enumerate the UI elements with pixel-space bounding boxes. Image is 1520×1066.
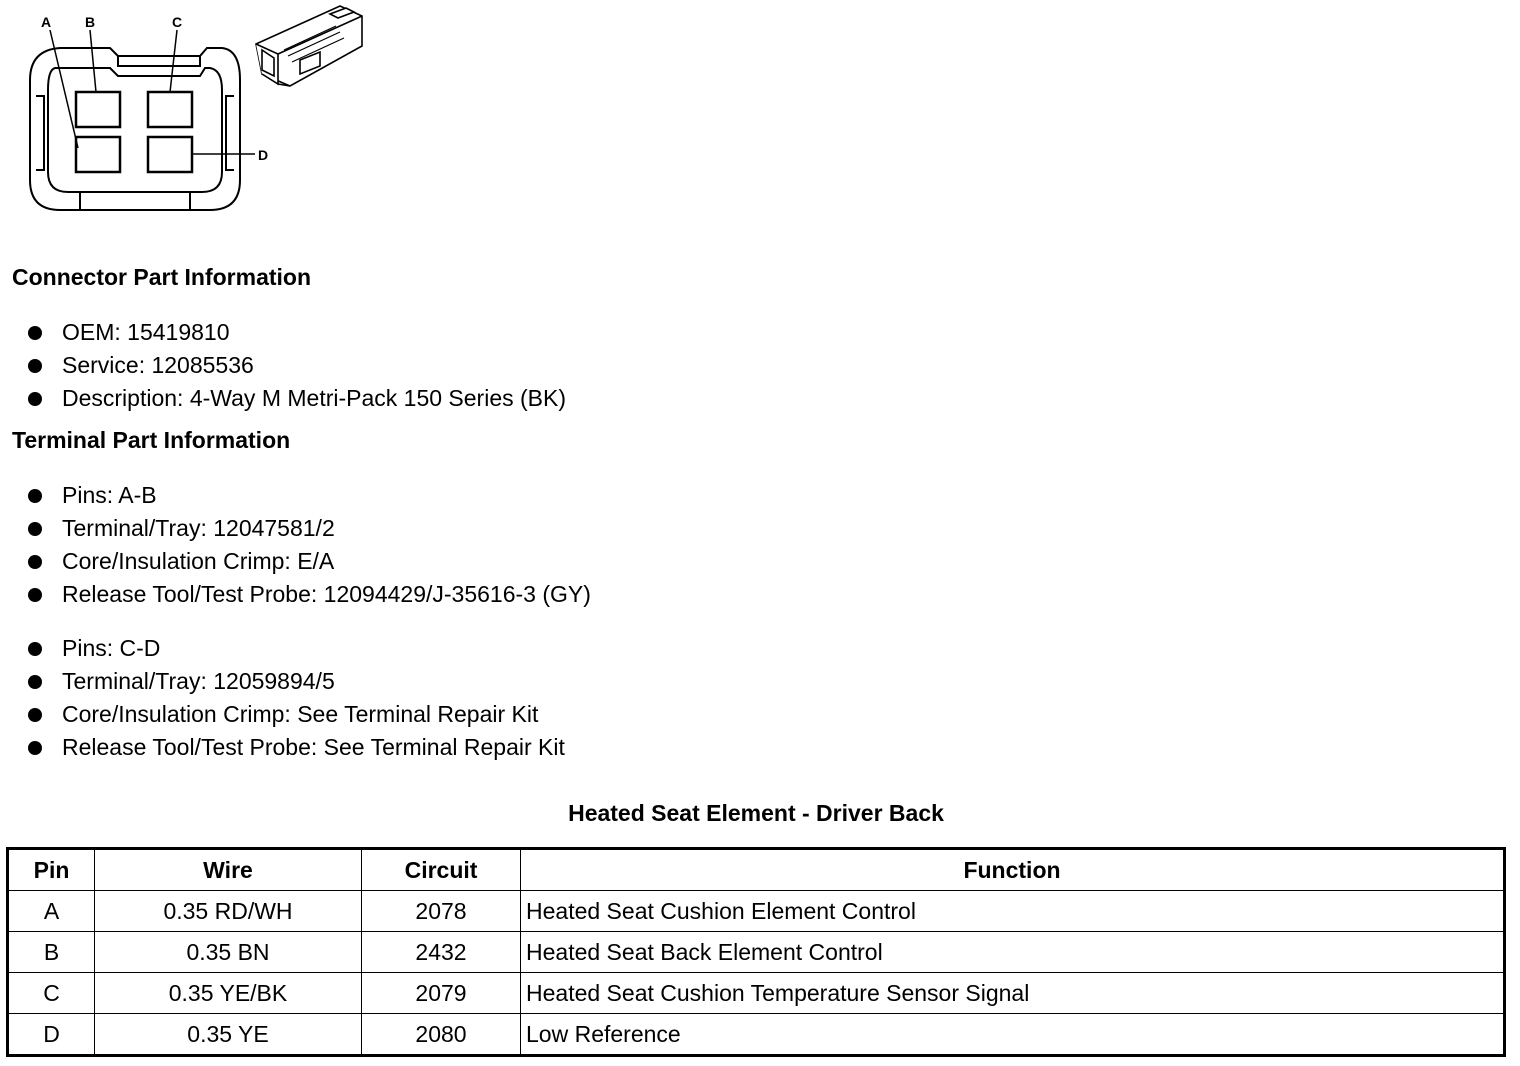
bullet-icon xyxy=(28,708,42,722)
header-wire: Wire xyxy=(95,849,362,891)
list-item: Core/Insulation Crimp: E/A xyxy=(28,545,591,578)
list-item: Description: 4-Way M Metri-Pack 150 Series (BK) xyxy=(28,382,566,415)
cavity-a xyxy=(76,137,120,172)
list-item: Pins: A-B xyxy=(28,479,591,512)
cell-circuit: 2080 xyxy=(362,1014,521,1056)
bullet-icon xyxy=(28,588,42,602)
terminal-group-1-list xyxy=(28,479,591,611)
list-item: Pins: C-D xyxy=(28,632,565,665)
bullet-icon xyxy=(28,642,42,656)
table-title: Heated Seat Element - Driver Back xyxy=(568,800,944,826)
connector-isometric-icon xyxy=(256,6,362,86)
connector-part-info-list xyxy=(28,316,566,415)
connector-diagram xyxy=(0,0,380,230)
list-item: Core/Insulation Crimp: See Terminal Repair Kit xyxy=(28,698,565,731)
cavity-d xyxy=(148,137,192,172)
cell-wire: 0.35 RD/WH xyxy=(95,891,362,932)
pin-label-a: A xyxy=(41,14,52,30)
cell-pin: C xyxy=(8,973,95,1014)
table-header-row xyxy=(8,849,1505,891)
pin-label-c: C xyxy=(172,14,183,30)
cell-wire: 0.35 YE xyxy=(95,1014,362,1056)
cell-function: Low Reference xyxy=(521,1014,1505,1056)
cell-pin: A xyxy=(8,891,95,932)
header-circuit: Circuit xyxy=(362,849,521,891)
list-item: Terminal/Tray: 12059894/5 xyxy=(28,665,565,698)
cell-circuit: 2078 xyxy=(362,891,521,932)
list-item: OEM: 15419810 xyxy=(28,316,566,349)
bullet-icon xyxy=(28,359,42,373)
terminal-group-2-list xyxy=(28,632,565,764)
list-item: Terminal/Tray: 12047581/2 xyxy=(28,512,591,545)
connector-outer-housing xyxy=(30,48,240,210)
cell-pin: B xyxy=(8,932,95,973)
bullet-icon xyxy=(28,555,42,569)
cell-function: Heated Seat Cushion Temperature Sensor Signal xyxy=(521,973,1505,1014)
table-row xyxy=(8,932,1505,973)
table-row xyxy=(8,973,1505,1014)
cavity-c xyxy=(148,92,192,127)
list-item: Release Tool/Test Probe: 12094429/J-35616-3 (GY) xyxy=(28,578,591,611)
pin-label-d: D xyxy=(258,147,269,163)
cell-pin: D xyxy=(8,1014,95,1056)
cavity-b xyxy=(76,92,120,127)
table-row xyxy=(8,891,1505,932)
header-function: Function xyxy=(521,849,1505,891)
terminal-part-info-heading: Terminal Part Information xyxy=(12,427,291,453)
bullet-icon xyxy=(28,489,42,503)
bullet-icon xyxy=(28,675,42,689)
pin-label-b: B xyxy=(85,14,96,30)
cell-circuit: 2432 xyxy=(362,932,521,973)
header-pin: Pin xyxy=(8,849,95,891)
bullet-icon xyxy=(28,522,42,536)
list-item: Service: 12085536 xyxy=(28,349,566,382)
bullet-icon xyxy=(28,741,42,755)
connector-part-info-heading: Connector Part Information xyxy=(12,264,312,290)
bullet-icon xyxy=(28,326,42,340)
bullet-icon xyxy=(28,392,42,406)
cell-wire: 0.35 YE/BK xyxy=(95,973,362,1014)
table-row xyxy=(8,1014,1505,1056)
list-item: Release Tool/Test Probe: See Terminal Repair Kit xyxy=(28,731,565,764)
pin-table xyxy=(6,847,1506,1057)
cell-circuit: 2079 xyxy=(362,973,521,1014)
cell-function: Heated Seat Back Element Control xyxy=(521,932,1505,973)
cell-function: Heated Seat Cushion Element Control xyxy=(521,891,1505,932)
cell-wire: 0.35 BN xyxy=(95,932,362,973)
